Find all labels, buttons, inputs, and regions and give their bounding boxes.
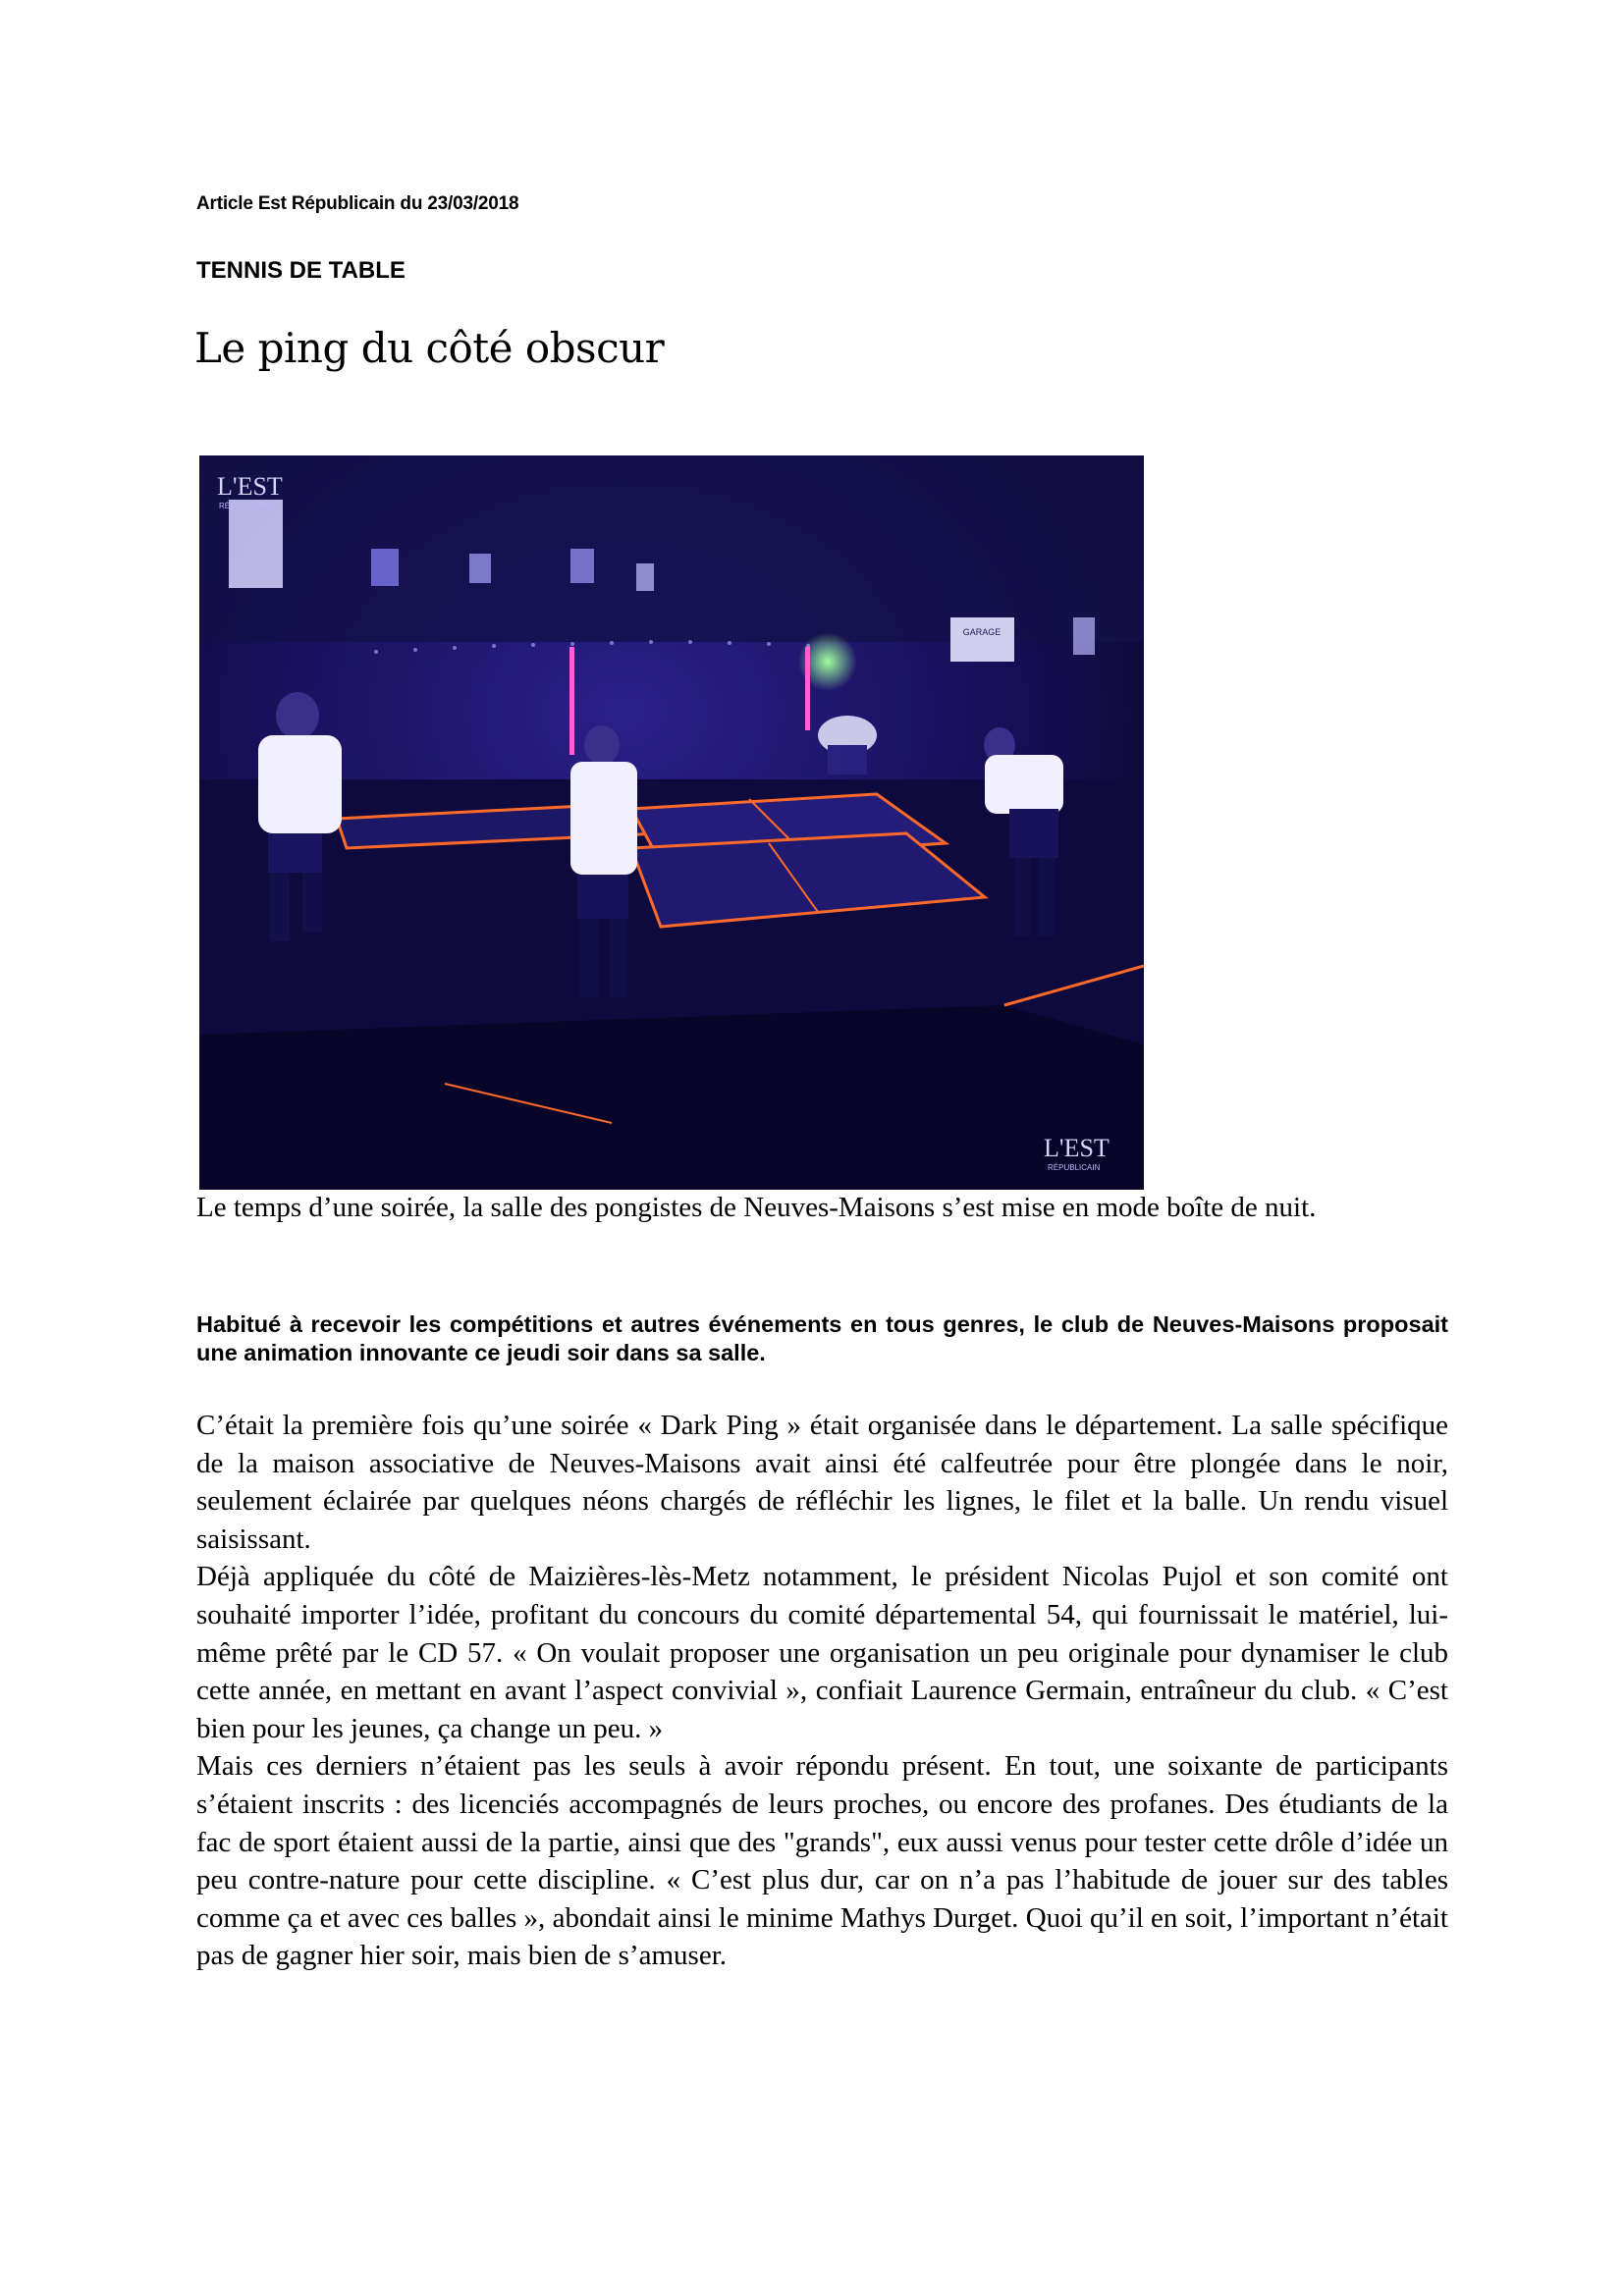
wall-poster: [950, 617, 1014, 662]
neon-tube: [569, 647, 574, 755]
article-lead: Habitué à recevoir les compétitions et autres événements en tous genres, le club de Neuves-Maisons proposait une animation innovante ce jeudi soir dans sa salle.: [196, 1311, 1448, 1365]
body-paragraph: C’était la première fois qu’une soirée « Dark Ping » était organisée dans le département. La salle spécifique de la maison associative de Neuves-Maisons avait ainsi été calfeutrée pour être plongée dans le noir, seulement éclairée par quelques néons chargés de réfléchir les lignes, le filet et la balle. Un rendu visuel saisissant.: [196, 1410, 1448, 1555]
foreground-table: [199, 1005, 1144, 1190]
body-paragraph: Mais ces derniers n’étaient pas les seuls à avoir répondu présent. En tout, une soixante de participants s’étaient inscrits : des licenciés accompagnés de leurs proches, ou encore des profanes. Des étudiants de la fac de sport étaient aussi de la partie, ainsi que des "grands", eux aussi venus pour tester cette drôle d’idée un peu contre-nature pour cette discipline. « C’est plus dur, car on n’a pas l’habitude de jouer sur des tables comme ça et avec ces balles », abondait ainsi le minime Mathys Durget. Quoi qu’il en soit, l’important n’était pas de gagner hier soir, mais bien de s’amuser.: [196, 1750, 1448, 1972]
poster-text: GARAGE: [962, 627, 1001, 637]
article-title: Le ping du côté obscur: [194, 324, 665, 372]
watermark-logo-bottom: L'EST: [1044, 1134, 1110, 1162]
article-photo: [199, 455, 1144, 1190]
watermark-logo-top: L'EST: [217, 472, 283, 501]
neon-tube: [805, 647, 810, 730]
article-body: [196, 1407, 1448, 1975]
wall-poster: [229, 500, 283, 588]
article-source: Article Est Républicain du 23/03/2018: [196, 193, 519, 214]
wall-band: [199, 455, 1144, 642]
watermark-sub-bottom: RÉPUBLICAIN: [1048, 1163, 1101, 1172]
watermark-sub-top: RÉPUBLICAIN: [219, 502, 272, 510]
section-label: TENNIS DE TABLE: [196, 257, 406, 284]
wall-poster: [469, 554, 491, 583]
photo-caption: Le temps d’une soirée, la salle des pongistes de Neuves-Maisons s’est mise en mode boîte de nuit.: [196, 1192, 1317, 1223]
body-paragraph: Déjà appliquée du côté de Maizières-lès-Metz notamment, le président Nicolas Pujol et son comité ont souhaité importer l’idée, profitant du concours du comité départemental 54, qui fournissait le matériel, lui-même prêté par le CD 57. « On voulait proposer une organisation un peu originale pour dynamiser le club cette année, en mettant en avant l’aspect convivial », confiait Laurence Germain, entraîneur du club. « C’est bien pour les jeunes, ça change un peu. »: [196, 1561, 1448, 1744]
wall-poster: [371, 549, 399, 586]
wall-poster: [570, 549, 594, 583]
wall-poster: [636, 563, 654, 591]
wall-poster: [1073, 617, 1095, 655]
